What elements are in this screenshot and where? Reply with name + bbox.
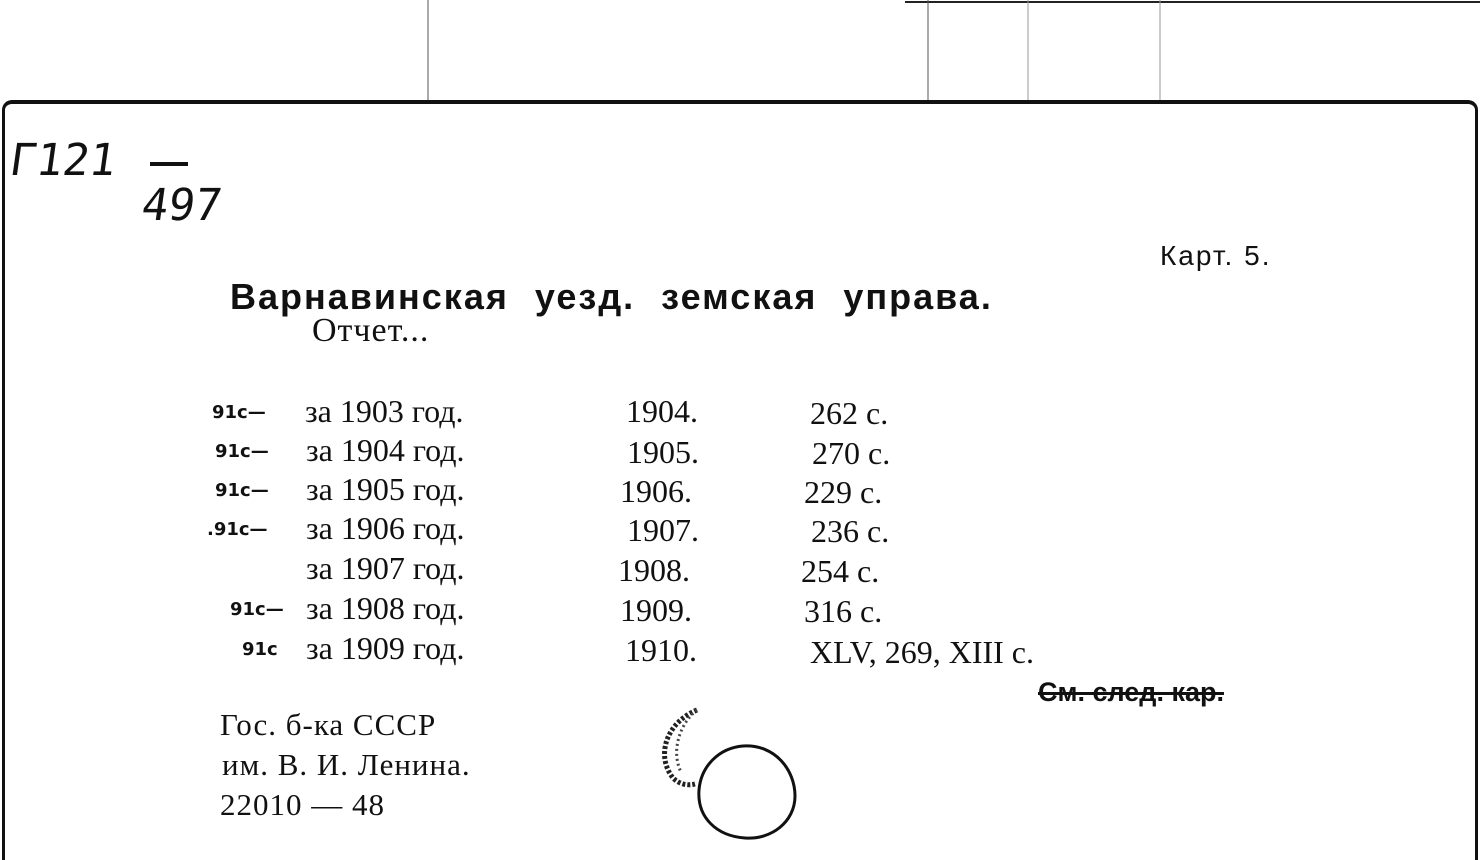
row-report: за 1909 год.: [306, 630, 465, 666]
row-pages: 236 с.: [811, 513, 890, 549]
row-mark: 91с—: [215, 480, 269, 501]
row-pages: 254 с.: [801, 553, 880, 589]
row-report: за 1905 год.: [306, 471, 465, 507]
row-year: 1904.: [626, 393, 698, 429]
top-edge-lines: [0, 0, 1480, 100]
row-mark: 91с—: [215, 441, 269, 462]
row-report: за 1904 год.: [306, 432, 465, 468]
card-number: Карт. 5.: [1160, 240, 1272, 271]
row-year: 1907.: [627, 512, 699, 548]
row-report: за 1908 год.: [306, 590, 465, 626]
row-year: 1906.: [620, 473, 692, 509]
row-pages: 316 с.: [804, 593, 883, 629]
row-mark: 91с—: [212, 402, 266, 423]
heading: Варнавинская уезд. земская управа.: [230, 276, 993, 317]
library-name-2: им. В. И. Ленина.: [222, 747, 471, 782]
library-name: Гос. б-ка СССР: [220, 707, 437, 742]
shelfmark-rule: [150, 160, 190, 170]
struck-note: См. след. кар.: [1038, 677, 1224, 707]
row-year: 1905.: [627, 434, 699, 470]
row-mark: .91с—: [207, 519, 268, 540]
library-stamp: [645, 700, 805, 845]
row-pages: XLV, 269, XIII с.: [810, 634, 1034, 670]
row-year: 1910.: [625, 632, 697, 668]
subheading: Отчет...: [312, 312, 430, 349]
shelfmark-top: Г121: [6, 135, 120, 186]
row-report: за 1907 год.: [306, 550, 465, 586]
row-report: за 1903 год.: [305, 393, 464, 429]
print-code: 22010 — 48: [220, 787, 385, 822]
row-year: 1909.: [620, 592, 692, 628]
row-mark: 91с—: [230, 599, 284, 620]
row-pages: 270 с.: [812, 435, 891, 471]
shelfmark-bottom: 497: [138, 180, 226, 231]
row-pages: 229 с.: [804, 474, 883, 510]
row-pages: 262 с.: [810, 395, 889, 431]
row-report: за 1906 год.: [306, 510, 465, 546]
row-year: 1908.: [618, 552, 690, 588]
row-mark: 91с: [242, 639, 278, 660]
